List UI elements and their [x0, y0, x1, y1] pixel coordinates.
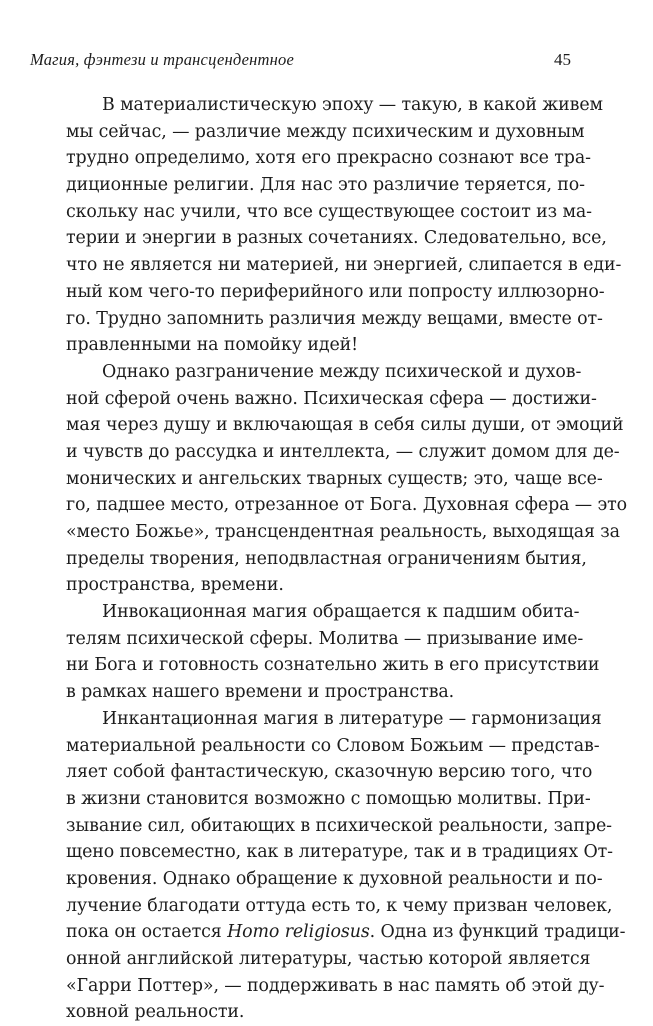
text-line: пространства, времени.: [66, 575, 284, 596]
text-line: ной сферой очень важно. Психическая сфера — достижи-: [66, 388, 597, 409]
text-line: В материалистическую эпоху — такую, в какой живем: [102, 95, 603, 115]
text-line: зывание сил, обитающих в психической реальности, запре-: [66, 815, 612, 836]
text-line: телям психической сферы. Молитва — призывание име-: [66, 628, 584, 649]
text-line: ный ком чего-то периферийного или попросту иллюзорно-: [66, 281, 605, 302]
text-line: материальной реальности со Словом Божьим — представ-: [66, 735, 600, 756]
latin-term: Homo religiosus: [227, 922, 370, 943]
text-line: терии и энергии в разных сочетаниях. Следовательно, все,: [66, 228, 607, 249]
text-line: Однако разграничение между психической и духов-: [102, 361, 582, 382]
text-line: ляет собой фантастическую, сказочную версию того, что: [66, 762, 593, 783]
text-line: щено повсеместно, как в литературе, так и в традициях От-: [66, 842, 613, 863]
paragraph: [66, 92, 622, 359]
text-line: кровения. Однако обращение к духовной реальности и по-: [66, 868, 603, 889]
text-line: мы сейчас, — различие между психическим и духовным: [66, 121, 585, 142]
text-line: монических и ангельских тварных существ; это, чаще все-: [66, 468, 603, 489]
running-head: Магия, фэнтези и трансцендентное: [30, 50, 294, 69]
text-line: в жизни становится возможно с помощью молитвы. При-: [66, 788, 591, 809]
text-line: ни Бога и готовность сознательно жить в его присутствии: [66, 655, 600, 676]
text-line: го. Трудно запомнить различия между вещами, вместе от-: [66, 308, 603, 329]
paragraph: [66, 359, 628, 599]
text-line: «место Божье», трансцендентная реальность, выходящая за: [66, 522, 620, 542]
text-line: и чувств до рассудка и интеллекта, — служит домом для де-: [66, 441, 620, 462]
text-line: пределы творения, неподвластная ограничениям бытия,: [66, 548, 587, 569]
text-line: лучение благодати оттуда есть то, к чему призван человек,: [66, 895, 613, 916]
text-line: что не является ни материей, ни энергией, слипается в еди-: [66, 255, 622, 276]
text-line: Инкантационная магия в литературе — гармонизация: [102, 708, 602, 729]
text-fragment: . Одна из функций традици-: [369, 922, 626, 943]
text-line: го, падшее место, отрезанное от Бога. Духовная сфера — это: [66, 495, 628, 516]
page-number: 45: [554, 50, 571, 69]
text-line: диционные религии. Для нас это различие теряется, по-: [66, 175, 585, 196]
paragraph: [66, 599, 600, 706]
text-line: Инвокационная магия обращается к падшим обита-: [102, 602, 580, 623]
paragraph: [66, 706, 626, 1026]
text-line: скольку нас учили, что все существующее состоит из ма-: [66, 201, 592, 222]
text-line: [66, 919, 626, 946]
body-text: [66, 92, 628, 1026]
text-line: онной английской литературы, частью которой является: [66, 949, 591, 969]
text-line: «Гарри Поттер», — поддерживать в нас память об этой ду-: [66, 975, 605, 996]
text-line: мая через душу и включающая в себя силы души, от эмоций: [66, 415, 624, 436]
text-line: в рамках нашего времени и пространства.: [66, 682, 455, 703]
text-line: трудно определимо, хотя его прекрасно сознают все тра-: [66, 148, 591, 169]
text-fragment: пока он остается: [66, 922, 228, 943]
text-line: правленными на помойку идей!: [66, 335, 359, 356]
text-line: ховной реальности.: [66, 1002, 245, 1023]
